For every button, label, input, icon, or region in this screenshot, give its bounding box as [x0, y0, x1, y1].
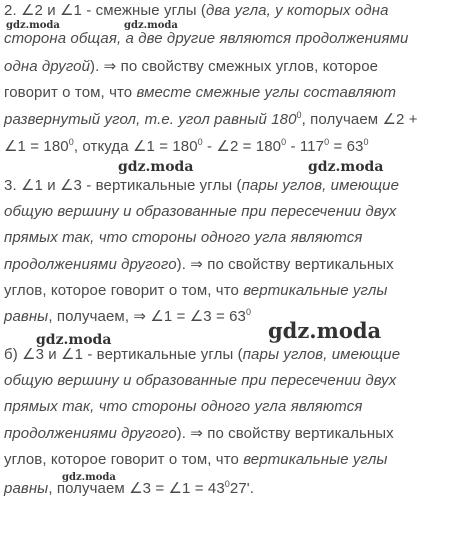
degree-sup: 0 [363, 137, 369, 147]
text-line [4, 58, 378, 76]
line-text: углов, которое говорит о том, что [4, 282, 244, 299]
line-italic: вертикальные углы [243, 282, 388, 299]
line-text: ). ⇒ по свойству вертикальных [176, 256, 394, 273]
watermark: gdz.moda [118, 159, 194, 175]
line-italic: продолжениями другого [4, 256, 177, 273]
watermark: gdz.moda [124, 20, 178, 31]
line-italic: общую вершину и образованные при пересечении двух [4, 203, 397, 220]
line-text: 27'. [229, 480, 255, 497]
line-text: 3. ∠1 и ∠3 - вертикальные углы ( [4, 177, 242, 194]
text-line [4, 2, 389, 20]
line-text: ∠1 = 180 [4, 138, 69, 155]
text-line [4, 229, 362, 247]
text-line [4, 256, 394, 274]
degree-sup: 0 [245, 307, 252, 317]
line-italic: прямых так, что стороны одного угла являются [4, 398, 363, 415]
degree-sup: 0 [224, 479, 230, 489]
text-line [4, 138, 369, 156]
text-line [4, 308, 251, 326]
line-text: , получаем ∠2 + [301, 111, 418, 128]
degree-sup: 0 [281, 137, 287, 147]
text-line [4, 84, 396, 102]
text-line [4, 30, 408, 48]
line-text: , откуда ∠1 = 180 [73, 138, 198, 155]
line-text: - 117 [286, 138, 325, 155]
watermark: gdz.moda [6, 20, 60, 31]
text-line [4, 282, 388, 300]
line-text: 2. ∠2 и ∠1 - смежные углы ( [4, 2, 206, 19]
line-text: = 63 [329, 138, 364, 155]
watermark: gdz.moda [36, 332, 112, 348]
line-italic: пары углов, имеющие [242, 346, 401, 363]
degree-sup: 0 [296, 110, 302, 120]
line-text: ). ⇒ по свойству вертикальных [176, 425, 394, 442]
watermark: gdz.moda [268, 318, 382, 343]
degree-sup: 0 [68, 137, 74, 147]
line-italic: равны [4, 308, 49, 325]
line-italic: равны [4, 480, 49, 497]
line-text: , получаем ∠3 = ∠1 = 43 [48, 480, 225, 497]
line-text: говорит о том, что [4, 84, 137, 101]
text-line [4, 111, 418, 129]
line-italic: пары углов, имеющие [241, 177, 400, 194]
line-italic: одна другой [4, 58, 91, 75]
line-text: ). ⇒ по свойству смежных углов, которое [90, 58, 379, 75]
line-italic: вертикальные углы [243, 451, 388, 468]
line-text: углов, которое говорит о том, что [4, 451, 244, 468]
text-line [4, 372, 396, 390]
text-line [4, 203, 396, 221]
line-italic: развернутый угол, т.е. угол равный 180 [4, 111, 297, 128]
degree-sup: 0 [324, 137, 330, 147]
text-line [4, 480, 254, 498]
line-italic: прямых так, что стороны одного угла являются [4, 229, 363, 246]
line-italic: общую вершину и образованные при пересечении двух [4, 372, 397, 389]
line-text: б) ∠3 и ∠1 - вертикальные углы ( [4, 346, 243, 363]
line-italic: вместе смежные углы составляют [136, 84, 397, 101]
text-line [4, 177, 399, 195]
text-line [4, 346, 400, 364]
line-text: , получаем, ⇒ ∠1 = ∠3 = 63 [48, 308, 246, 325]
text-line [4, 451, 388, 469]
watermark: gdz.moda [308, 159, 384, 175]
text-line [4, 398, 362, 416]
line-italic: два угла, у которых одна [205, 2, 389, 19]
line-italic: продолжениями другого [4, 425, 177, 442]
degree-sup: 0 [197, 137, 203, 147]
line-italic: сторона общая, а две другие являются продолжениями [4, 30, 409, 47]
line-text: - ∠2 = 180 [202, 138, 282, 155]
watermark: gdz.moda [62, 472, 116, 483]
text-line [4, 425, 394, 443]
